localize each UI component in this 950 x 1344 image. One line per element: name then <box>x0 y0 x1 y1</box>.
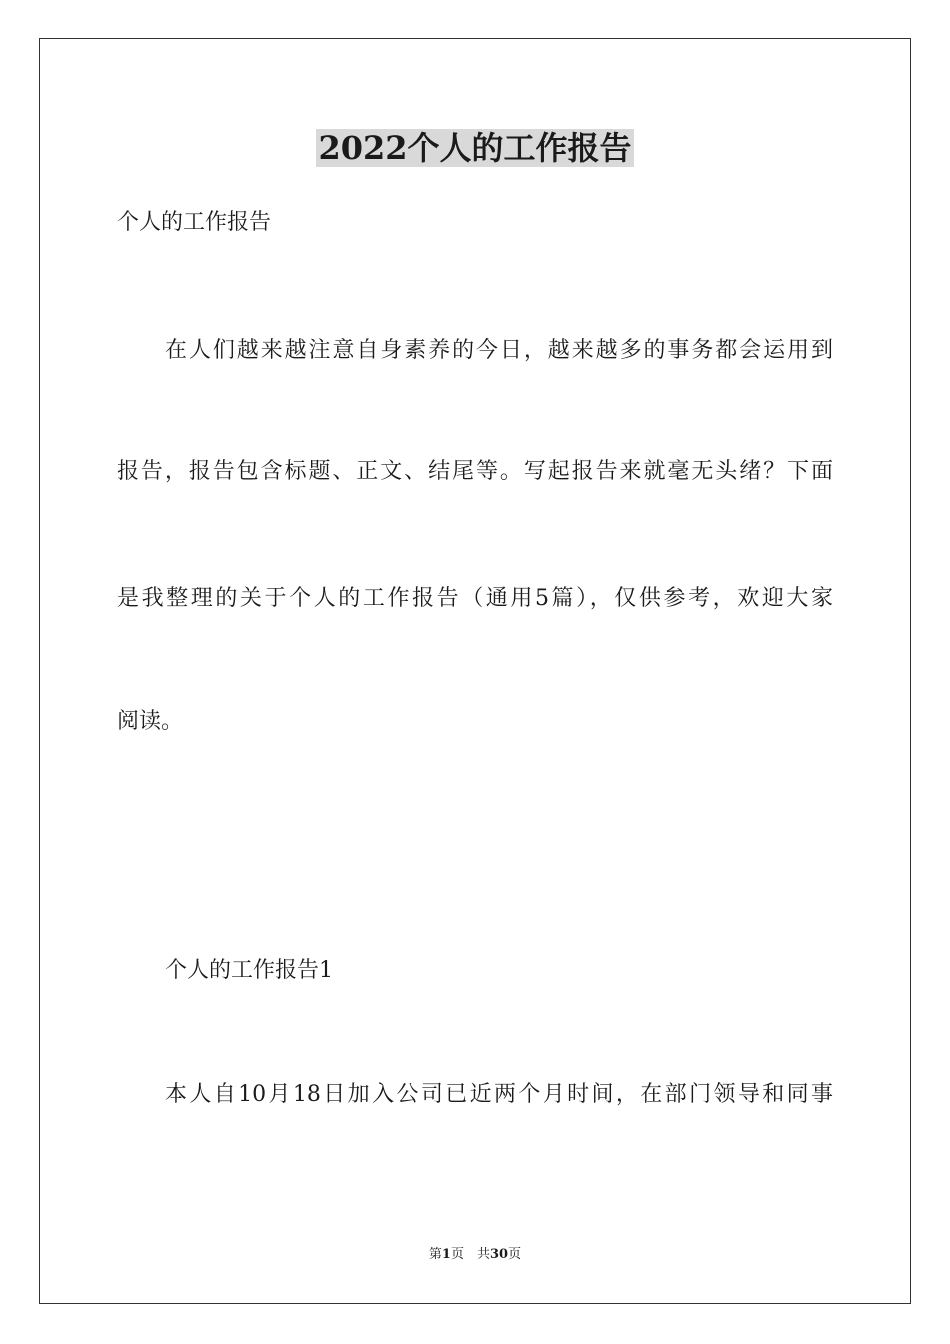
page-footer <box>0 1246 950 1264</box>
footer-suffix: 页 <box>508 1247 522 1262</box>
footer-prefix: 第 <box>428 1247 442 1262</box>
body-line-1: 本人自10月18日加入公司已近两个月时间，在部门领导和同事 <box>165 1082 833 1107</box>
intro-line-2: 报告，报告包含标题、正文、结尾等。写起报告来就毫无头绪？下面 <box>117 459 833 484</box>
footer-mid: 页 共 <box>450 1247 490 1262</box>
footer-total-pages: 30 <box>489 1247 509 1262</box>
intro-line-4: 阅读。 <box>117 709 184 734</box>
intro-line-3: 是我整理的关于个人的工作报告（通用5篇），仅供参考，欢迎大家 <box>117 586 833 611</box>
document-title <box>0 126 950 170</box>
document-title-text: 2022个人的工作报告 <box>318 129 632 167</box>
footer-current-page: 1 <box>441 1247 451 1262</box>
document-subtitle: 个人的工作报告 <box>117 210 272 235</box>
section-heading: 个人的工作报告1 <box>165 958 333 983</box>
intro-line-1: 在人们越来越注意自身素养的今日，越来越多的事务都会运用到 <box>165 338 833 363</box>
